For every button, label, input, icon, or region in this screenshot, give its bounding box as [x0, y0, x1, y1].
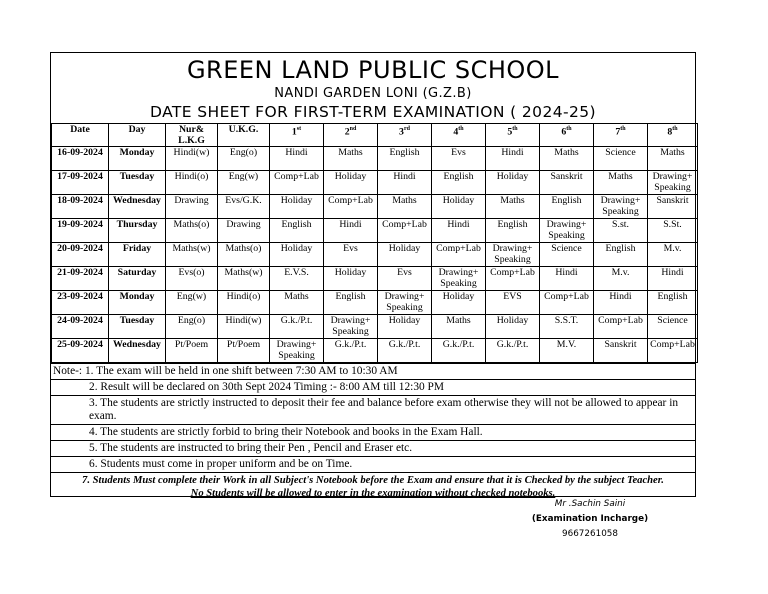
subject-cell: English	[486, 219, 540, 243]
exam-date: 18-09-2024	[52, 195, 109, 219]
subject-cell: G.k./P.t.	[486, 339, 540, 363]
subject-cell: Hindi(o)	[166, 171, 218, 195]
subject-cell: Evs(o)	[166, 267, 218, 291]
exam-date: 19-09-2024	[52, 219, 109, 243]
column-header: Nur& L.K.G	[166, 124, 218, 147]
table-row	[52, 267, 698, 291]
subject-cell: Comp+Lab	[648, 339, 698, 363]
subject-cell: Eng(w)	[166, 291, 218, 315]
column-header	[486, 124, 540, 147]
note-1: Note-: 1. The exam will be held in one shift between 7:30 AM to 10:30 AM	[51, 363, 695, 379]
subject-cell: Sanskrit	[594, 339, 648, 363]
subject-cell: Drawing+ Speaking	[486, 243, 540, 267]
note-3: 3. The students are strictly instructed to deposit their fee and balance before exam otherwise they will not be allowed to appear in exam.	[51, 395, 695, 424]
subject-cell: Drawing+ Speaking	[270, 339, 324, 363]
column-header-suffix: rd	[403, 126, 410, 132]
subject-cell: English	[378, 147, 432, 171]
subject-cell: English	[540, 195, 594, 219]
column-header	[270, 124, 324, 147]
subject-cell: Hindi	[324, 219, 378, 243]
subject-cell: Science	[594, 147, 648, 171]
exam-day: Monday	[109, 147, 166, 171]
column-header-suffix: nd	[349, 126, 357, 132]
subject-cell: Pt/Poem	[166, 339, 218, 363]
column-header-label: 5	[507, 126, 513, 138]
exam-date: 25-09-2024	[52, 339, 109, 363]
subject-cell: Comp+Lab	[432, 243, 486, 267]
exam-day: Thursday	[109, 219, 166, 243]
subject-cell: Maths	[594, 171, 648, 195]
subject-cell: Comp+Lab	[270, 171, 324, 195]
exam-date: 23-09-2024	[52, 291, 109, 315]
subject-cell: Maths	[432, 315, 486, 339]
note-2: 2. Result will be declared on 30th Sept 2024 Timing :- 8:00 AM till 12:30 PM	[51, 379, 695, 395]
subject-cell: Drawing+ Speaking	[432, 267, 486, 291]
subject-cell: Holiday	[486, 315, 540, 339]
exam-day: Friday	[109, 243, 166, 267]
note-4: 4. The students are strictly forbid to bring their Notebook and books in the Exam Hall.	[51, 424, 695, 440]
exam-day: Monday	[109, 291, 166, 315]
subject-cell: Eng(w)	[218, 171, 270, 195]
subject-cell: English	[594, 243, 648, 267]
table-row	[52, 339, 698, 363]
subject-cell: Evs	[324, 243, 378, 267]
column-header	[324, 124, 378, 147]
column-header-label: 4	[453, 126, 459, 138]
subject-cell: Sanskrit	[648, 195, 698, 219]
subject-cell: Science	[540, 243, 594, 267]
subject-cell: Comp+Lab	[324, 195, 378, 219]
column-header-suffix: th	[566, 126, 572, 132]
subject-cell: English	[432, 171, 486, 195]
column-header-label: 8	[667, 126, 673, 138]
column-header-label: 1	[291, 126, 297, 138]
subject-cell: Holiday	[486, 171, 540, 195]
subject-cell: G.k./P.t.	[270, 315, 324, 339]
column-header-label: 3	[399, 126, 404, 138]
subject-cell: Eng(o)	[166, 315, 218, 339]
column-header	[540, 124, 594, 147]
column-header	[432, 124, 486, 147]
exam-date: 24-09-2024	[52, 315, 109, 339]
table-header-row	[52, 124, 698, 147]
subject-cell: Hindi	[594, 291, 648, 315]
table-row	[52, 315, 698, 339]
subject-cell: Maths	[324, 147, 378, 171]
subject-cell: E.V.S.	[270, 267, 324, 291]
subject-cell: Sanskrit	[540, 171, 594, 195]
exam-date: 20-09-2024	[52, 243, 109, 267]
column-header	[378, 124, 432, 147]
column-header	[594, 124, 648, 147]
subject-cell: Hindi(w)	[218, 315, 270, 339]
table-row	[52, 147, 698, 171]
subject-cell: Drawing+ Speaking	[540, 219, 594, 243]
signatory-phone: 9667261058	[562, 529, 618, 539]
subject-cell: Holiday	[432, 291, 486, 315]
note-5: 5. The students are instructed to bring their Pen , Pencil and Eraser etc.	[51, 440, 695, 456]
subject-cell: Comp+Lab	[486, 267, 540, 291]
subject-cell: Hindi	[486, 147, 540, 171]
subject-cell: Holiday	[324, 171, 378, 195]
column-header-suffix: th	[512, 126, 518, 132]
subject-cell: EVS	[486, 291, 540, 315]
subject-cell: Maths	[486, 195, 540, 219]
subject-cell: Drawing+ Speaking	[594, 195, 648, 219]
subject-cell: S.st.	[594, 219, 648, 243]
subject-cell: Comp+Lab	[594, 315, 648, 339]
subject-cell: Maths	[270, 291, 324, 315]
table-row	[52, 219, 698, 243]
column-header: Day	[109, 124, 166, 147]
subject-cell: Maths	[378, 195, 432, 219]
subject-cell: S.S.T.	[540, 315, 594, 339]
date-sheet	[50, 52, 696, 497]
exam-day: Wednesday	[109, 195, 166, 219]
signatory-name: Mr .Sachin Saini	[554, 499, 626, 509]
subject-cell: Holiday	[432, 195, 486, 219]
subject-cell: Holiday	[378, 315, 432, 339]
subject-cell: Hindi(o)	[218, 291, 270, 315]
subject-cell: Maths(o)	[218, 243, 270, 267]
subject-cell: Pt/Poem	[218, 339, 270, 363]
subject-cell: M.v.	[594, 267, 648, 291]
column-header: U.K.G.	[218, 124, 270, 147]
subject-cell: Evs	[432, 147, 486, 171]
table-row	[52, 171, 698, 195]
table-body	[52, 147, 698, 363]
subject-cell: Hindi(w)	[166, 147, 218, 171]
exam-date: 16-09-2024	[52, 147, 109, 171]
subject-cell: Drawing+ Speaking	[648, 171, 698, 195]
subject-cell: Holiday	[270, 195, 324, 219]
subject-cell: Holiday	[270, 243, 324, 267]
note-6: 6. Students must come in proper uniform and be on Time.	[51, 456, 695, 472]
subject-cell: G.k./P.t.	[432, 339, 486, 363]
note-7-text: 7. Students Must complete their Work in all Subject's Notebook before the Exam and ensure that it is Checked by the subject Teacher.	[82, 475, 664, 486]
exam-table	[51, 123, 698, 363]
subject-cell: Comp+Lab	[540, 291, 594, 315]
subject-cell: English	[270, 219, 324, 243]
subject-cell: G.k./P.t.	[324, 339, 378, 363]
table-row	[52, 195, 698, 219]
subject-cell: M.v.	[648, 243, 698, 267]
subject-cell: Evs/G.K.	[218, 195, 270, 219]
subject-cell: Science	[648, 315, 698, 339]
exam-day: Tuesday	[109, 171, 166, 195]
exam-date: 17-09-2024	[52, 171, 109, 195]
column-header-suffix: st	[296, 126, 302, 132]
signature-block	[520, 497, 660, 542]
column-header-suffix: th	[458, 126, 464, 132]
subject-cell: Maths(o)	[166, 219, 218, 243]
subject-cell: G.k./P.t.	[378, 339, 432, 363]
subject-cell: Evs	[378, 267, 432, 291]
subject-cell: English	[324, 291, 378, 315]
subject-cell: Hindi	[648, 267, 698, 291]
subject-cell: M.V.	[540, 339, 594, 363]
exam-day: Tuesday	[109, 315, 166, 339]
sheet-title: DATE SHEET FOR FIRST-TERM EXAMINATION ( 2024-25)	[150, 103, 596, 121]
subject-cell: Drawing+ Speaking	[378, 291, 432, 315]
subject-cell: Holiday	[378, 243, 432, 267]
subject-cell: Holiday	[324, 267, 378, 291]
exam-day: Wednesday	[109, 339, 166, 363]
subject-cell: S.St.	[648, 219, 698, 243]
subject-cell: Hindi	[270, 147, 324, 171]
signatory-role: (Examination Incharge)	[531, 514, 649, 524]
subject-cell: Drawing+ Speaking	[324, 315, 378, 339]
subject-cell: Maths	[648, 147, 698, 171]
column-header-suffix: th	[672, 126, 678, 132]
column-header	[648, 124, 698, 147]
exam-date: 21-09-2024	[52, 267, 109, 291]
column-header: Date	[52, 124, 109, 147]
column-header-label: 7	[615, 126, 621, 138]
subject-cell: Hindi	[540, 267, 594, 291]
exam-day: Saturday	[109, 267, 166, 291]
subject-cell: Maths(w)	[166, 243, 218, 267]
header	[51, 55, 695, 123]
column-header-label: 6	[561, 126, 567, 138]
subject-cell: Drawing	[218, 219, 270, 243]
subject-cell: Maths	[540, 147, 594, 171]
subject-cell: Maths(w)	[218, 267, 270, 291]
notes	[51, 363, 695, 501]
column-header-suffix: th	[620, 126, 626, 132]
school-address: NANDI GARDEN LONI (G.Z.B)	[274, 86, 472, 101]
school-name: GREEN LAND PUBLIC SCHOOL	[186, 56, 560, 84]
table-row	[52, 291, 698, 315]
subject-cell: English	[648, 291, 698, 315]
table-row	[52, 243, 698, 267]
column-header-label: 2	[344, 126, 350, 138]
subject-cell: Eng(o)	[218, 147, 270, 171]
note-7-warning: No Students will be allowed to enter in the examination without checked notebooks.	[190, 488, 556, 499]
subject-cell: Hindi	[378, 171, 432, 195]
subject-cell: Comp+Lab	[378, 219, 432, 243]
subject-cell: Hindi	[432, 219, 486, 243]
subject-cell: Drawing	[166, 195, 218, 219]
